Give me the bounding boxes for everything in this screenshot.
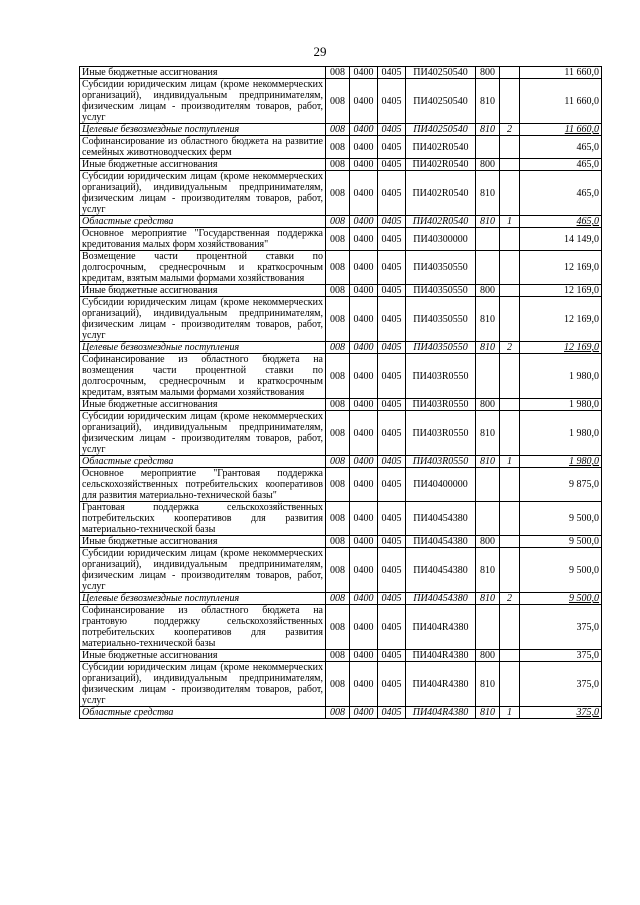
ministry-code: 008: [326, 707, 350, 719]
target-article-code: ПИ403R0550: [406, 456, 476, 468]
target-article-code: ПИ40300000: [406, 228, 476, 251]
amount: 465,0: [520, 216, 602, 228]
table-row: [80, 650, 602, 662]
ministry-code: 008: [326, 285, 350, 297]
target-article-code: ПИ402R0540: [406, 216, 476, 228]
subsection-code: 0405: [378, 354, 406, 399]
target-article-code: ПИ40350550: [406, 251, 476, 285]
target-article-code: ПИ403R0550: [406, 354, 476, 399]
expense-type-code: [476, 502, 500, 536]
row-name: Субсидии юридическим лицам (кроме некоммерческих организаций), индивидуальным предпринимателям, физическим лицам - производителям товаров, работ, услуг: [80, 297, 326, 342]
section-code: 0400: [350, 548, 378, 593]
row-name: Субсидии юридическим лицам (кроме некоммерческих организаций), индивидуальным предпринимателям, физическим лицам - производителям товаров, работ, услуг: [80, 79, 326, 124]
expense-type-code: [476, 468, 500, 502]
row-name: Возмещение части процентной ставки по долгосрочным, среднесрочным и краткосрочным кредитам, взятым малыми формами хозяйствования: [80, 251, 326, 285]
row-name: Иные бюджетные ассигнования: [80, 650, 326, 662]
target-article-code: ПИ40350550: [406, 285, 476, 297]
target-article-code: ПИ404R4380: [406, 650, 476, 662]
funding-source-code: 2: [500, 593, 520, 605]
funding-source-code: [500, 136, 520, 159]
table-row: [80, 136, 602, 159]
section-code: 0400: [350, 662, 378, 707]
amount: 375,0: [520, 650, 602, 662]
ministry-code: 008: [326, 411, 350, 456]
funding-source-code: [500, 468, 520, 502]
section-code: 0400: [350, 502, 378, 536]
expense-type-code: 800: [476, 536, 500, 548]
funding-source-code: [500, 650, 520, 662]
subsection-code: 0405: [378, 536, 406, 548]
table-row: [80, 593, 602, 605]
section-code: 0400: [350, 536, 378, 548]
amount: 11 660,0: [520, 79, 602, 124]
table-row: [80, 171, 602, 216]
subsection-code: 0405: [378, 399, 406, 411]
target-article-code: ПИ404R4380: [406, 605, 476, 650]
table-row: [80, 662, 602, 707]
target-article-code: ПИ40350550: [406, 297, 476, 342]
funding-source-code: [500, 285, 520, 297]
expense-type-code: 810: [476, 171, 500, 216]
ministry-code: 008: [326, 399, 350, 411]
row-name: Софинансирование из областного бюджета на грантовую поддержку сельскохозяйственных потребительских кооперативов для развития материально-технической базы: [80, 605, 326, 650]
section-code: 0400: [350, 297, 378, 342]
subsection-code: 0405: [378, 605, 406, 650]
table-row: [80, 502, 602, 536]
table-row: [80, 411, 602, 456]
funding-source-code: [500, 79, 520, 124]
expense-type-code: 810: [476, 707, 500, 719]
table-body: [80, 67, 602, 719]
table-row: [80, 399, 602, 411]
ministry-code: 008: [326, 354, 350, 399]
expense-type-code: [476, 605, 500, 650]
amount: 12 169,0: [520, 297, 602, 342]
expense-type-code: 810: [476, 124, 500, 136]
page-number: 29: [313, 44, 327, 59]
table-row: [80, 548, 602, 593]
ministry-code: 008: [326, 650, 350, 662]
funding-source-code: [500, 228, 520, 251]
expense-type-code: 800: [476, 67, 500, 79]
funding-source-code: [500, 297, 520, 342]
target-article-code: ПИ40454380: [406, 502, 476, 536]
amount: 9 500,0: [520, 593, 602, 605]
target-article-code: ПИ40250540: [406, 124, 476, 136]
subsection-code: 0405: [378, 593, 406, 605]
section-code: 0400: [350, 456, 378, 468]
funding-source-code: [500, 662, 520, 707]
amount: 14 149,0: [520, 228, 602, 251]
row-name: Целевые безвозмездные поступления: [80, 342, 326, 354]
expense-type-code: 800: [476, 285, 500, 297]
funding-source-code: [500, 171, 520, 216]
subsection-code: 0405: [378, 662, 406, 707]
ministry-code: 008: [326, 502, 350, 536]
funding-source-code: [500, 536, 520, 548]
amount: 1 980,0: [520, 456, 602, 468]
table-row: [80, 468, 602, 502]
row-name: Иные бюджетные ассигнования: [80, 67, 326, 79]
expense-type-code: 800: [476, 650, 500, 662]
section-code: 0400: [350, 216, 378, 228]
expense-type-code: 810: [476, 411, 500, 456]
ministry-code: 008: [326, 216, 350, 228]
amount: 375,0: [520, 662, 602, 707]
ministry-code: 008: [326, 136, 350, 159]
table-row: [80, 536, 602, 548]
target-article-code: ПИ40250540: [406, 67, 476, 79]
section-code: 0400: [350, 342, 378, 354]
expense-type-code: 810: [476, 548, 500, 593]
subsection-code: 0405: [378, 171, 406, 216]
row-name: Областные средства: [80, 456, 326, 468]
expense-type-code: [476, 228, 500, 251]
section-code: 0400: [350, 399, 378, 411]
row-name: Областные средства: [80, 216, 326, 228]
target-article-code: ПИ403R0550: [406, 411, 476, 456]
target-article-code: ПИ402R0540: [406, 171, 476, 216]
funding-source-code: [500, 548, 520, 593]
section-code: 0400: [350, 411, 378, 456]
table-row: [80, 79, 602, 124]
section-code: 0400: [350, 136, 378, 159]
funding-source-code: 1: [500, 456, 520, 468]
amount: 11 660,0: [520, 124, 602, 136]
ministry-code: 008: [326, 456, 350, 468]
funding-source-code: [500, 399, 520, 411]
section-code: 0400: [350, 707, 378, 719]
amount: 375,0: [520, 605, 602, 650]
funding-source-code: [500, 251, 520, 285]
subsection-code: 0405: [378, 342, 406, 354]
subsection-code: 0405: [378, 548, 406, 593]
section-code: 0400: [350, 593, 378, 605]
expense-type-code: [476, 251, 500, 285]
expense-type-code: [476, 354, 500, 399]
row-name: Субсидии юридическим лицам (кроме некоммерческих организаций), индивидуальным предпринимателям, физическим лицам - производителям товаров, работ, услуг: [80, 171, 326, 216]
ministry-code: 008: [326, 297, 350, 342]
funding-source-code: 2: [500, 342, 520, 354]
ministry-code: 008: [326, 251, 350, 285]
amount: 1 980,0: [520, 399, 602, 411]
row-name: Субсидии юридическим лицам (кроме некоммерческих организаций), индивидуальным предпринимателям, физическим лицам - производителям товаров, работ, услуг: [80, 662, 326, 707]
amount: 12 169,0: [520, 251, 602, 285]
amount: 1 980,0: [520, 411, 602, 456]
subsection-code: 0405: [378, 228, 406, 251]
ministry-code: 008: [326, 536, 350, 548]
section-code: 0400: [350, 79, 378, 124]
amount: 9 875,0: [520, 468, 602, 502]
expense-type-code: 800: [476, 159, 500, 171]
amount: 1 980,0: [520, 354, 602, 399]
ministry-code: 008: [326, 468, 350, 502]
amount: 465,0: [520, 136, 602, 159]
ministry-code: 008: [326, 342, 350, 354]
row-name: Основное мероприятие "Грантовая поддержка сельскохозяйственных потребительских кооперативов для развития материально-технической базы": [80, 468, 326, 502]
amount: 9 500,0: [520, 548, 602, 593]
expense-type-code: 810: [476, 456, 500, 468]
subsection-code: 0405: [378, 67, 406, 79]
section-code: 0400: [350, 228, 378, 251]
row-name: Основное мероприятие "Государственная поддержка кредитования малых форм хозяйствования": [80, 228, 326, 251]
table-row: [80, 251, 602, 285]
subsection-code: 0405: [378, 216, 406, 228]
amount: 9 500,0: [520, 536, 602, 548]
funding-source-code: 1: [500, 216, 520, 228]
funding-source-code: [500, 411, 520, 456]
funding-source-code: [500, 605, 520, 650]
row-name: Иные бюджетные ассигнования: [80, 159, 326, 171]
subsection-code: 0405: [378, 124, 406, 136]
section-code: 0400: [350, 159, 378, 171]
section-code: 0400: [350, 354, 378, 399]
section-code: 0400: [350, 605, 378, 650]
subsection-code: 0405: [378, 650, 406, 662]
amount: 11 660,0: [520, 67, 602, 79]
table-row: [80, 228, 602, 251]
subsection-code: 0405: [378, 468, 406, 502]
subsection-code: 0405: [378, 136, 406, 159]
table-row: [80, 456, 602, 468]
table-row: [80, 354, 602, 399]
table-row: [80, 124, 602, 136]
section-code: 0400: [350, 67, 378, 79]
expense-type-code: 810: [476, 342, 500, 354]
target-article-code: ПИ404R4380: [406, 707, 476, 719]
subsection-code: 0405: [378, 707, 406, 719]
row-name: Областные средства: [80, 707, 326, 719]
ministry-code: 008: [326, 159, 350, 171]
subsection-code: 0405: [378, 297, 406, 342]
subsection-code: 0405: [378, 502, 406, 536]
row-name: Иные бюджетные ассигнования: [80, 536, 326, 548]
ministry-code: 008: [326, 548, 350, 593]
subsection-code: 0405: [378, 285, 406, 297]
target-article-code: ПИ40400000: [406, 468, 476, 502]
budget-table: [79, 66, 602, 719]
table-row: [80, 342, 602, 354]
row-name: Грантовая поддержка сельскохозяйственных потребительских кооперативов для развития материально-технической базы: [80, 502, 326, 536]
expense-type-code: 810: [476, 79, 500, 124]
expense-type-code: 800: [476, 399, 500, 411]
expense-type-code: 810: [476, 297, 500, 342]
ministry-code: 008: [326, 171, 350, 216]
funding-source-code: [500, 354, 520, 399]
target-article-code: ПИ40350550: [406, 342, 476, 354]
subsection-code: 0405: [378, 456, 406, 468]
target-article-code: ПИ404R4380: [406, 662, 476, 707]
target-article-code: ПИ402R0540: [406, 136, 476, 159]
ministry-code: 008: [326, 124, 350, 136]
target-article-code: ПИ40454380: [406, 548, 476, 593]
row-name: Субсидии юридическим лицам (кроме некоммерческих организаций), индивидуальным предпринимателям, физическим лицам - производителям товаров, работ, услуг: [80, 548, 326, 593]
table-row: [80, 216, 602, 228]
ministry-code: 008: [326, 228, 350, 251]
section-code: 0400: [350, 285, 378, 297]
funding-source-code: 1: [500, 707, 520, 719]
funding-source-code: [500, 502, 520, 536]
amount: 12 169,0: [520, 285, 602, 297]
row-name: Иные бюджетные ассигнования: [80, 285, 326, 297]
section-code: 0400: [350, 650, 378, 662]
funding-source-code: [500, 67, 520, 79]
target-article-code: ПИ403R0550: [406, 399, 476, 411]
expense-type-code: [476, 136, 500, 159]
expense-type-code: 810: [476, 216, 500, 228]
ministry-code: 008: [326, 605, 350, 650]
row-name: Целевые безвозмездные поступления: [80, 593, 326, 605]
section-code: 0400: [350, 124, 378, 136]
section-code: 0400: [350, 468, 378, 502]
row-name: Целевые безвозмездные поступления: [80, 124, 326, 136]
table-row: [80, 297, 602, 342]
row-name: Иные бюджетные ассигнования: [80, 399, 326, 411]
amount: 375,0: [520, 707, 602, 719]
section-code: 0400: [350, 171, 378, 216]
target-article-code: ПИ402R0540: [406, 159, 476, 171]
ministry-code: 008: [326, 593, 350, 605]
ministry-code: 008: [326, 662, 350, 707]
table-row: [80, 67, 602, 79]
amount: 12 169,0: [520, 342, 602, 354]
row-name: Софинансирование из областного бюджета на возмещения части процентной ставки по долгосрочным, среднесрочным и краткосрочным кредитам, взятым малыми формами хозяйствования: [80, 354, 326, 399]
subsection-code: 0405: [378, 159, 406, 171]
table-row: [80, 285, 602, 297]
expense-type-code: 810: [476, 662, 500, 707]
table-row: [80, 159, 602, 171]
table-row: [80, 605, 602, 650]
expense-type-code: 810: [476, 593, 500, 605]
subsection-code: 0405: [378, 79, 406, 124]
amount: 9 500,0: [520, 502, 602, 536]
subsection-code: 0405: [378, 411, 406, 456]
target-article-code: ПИ40454380: [406, 536, 476, 548]
ministry-code: 008: [326, 79, 350, 124]
amount: 465,0: [520, 171, 602, 216]
table-row: [80, 707, 602, 719]
section-code: 0400: [350, 251, 378, 285]
ministry-code: 008: [326, 67, 350, 79]
target-article-code: ПИ40454380: [406, 593, 476, 605]
funding-source-code: [500, 159, 520, 171]
row-name: Субсидии юридическим лицам (кроме некоммерческих организаций), индивидуальным предпринимателям, физическим лицам - производителям товаров, работ, услуг: [80, 411, 326, 456]
amount: 465,0: [520, 159, 602, 171]
target-article-code: ПИ40250540: [406, 79, 476, 124]
subsection-code: 0405: [378, 251, 406, 285]
row-name: Софинансирование из областного бюджета на развитие семейных животноводческих ферм: [80, 136, 326, 159]
funding-source-code: 2: [500, 124, 520, 136]
